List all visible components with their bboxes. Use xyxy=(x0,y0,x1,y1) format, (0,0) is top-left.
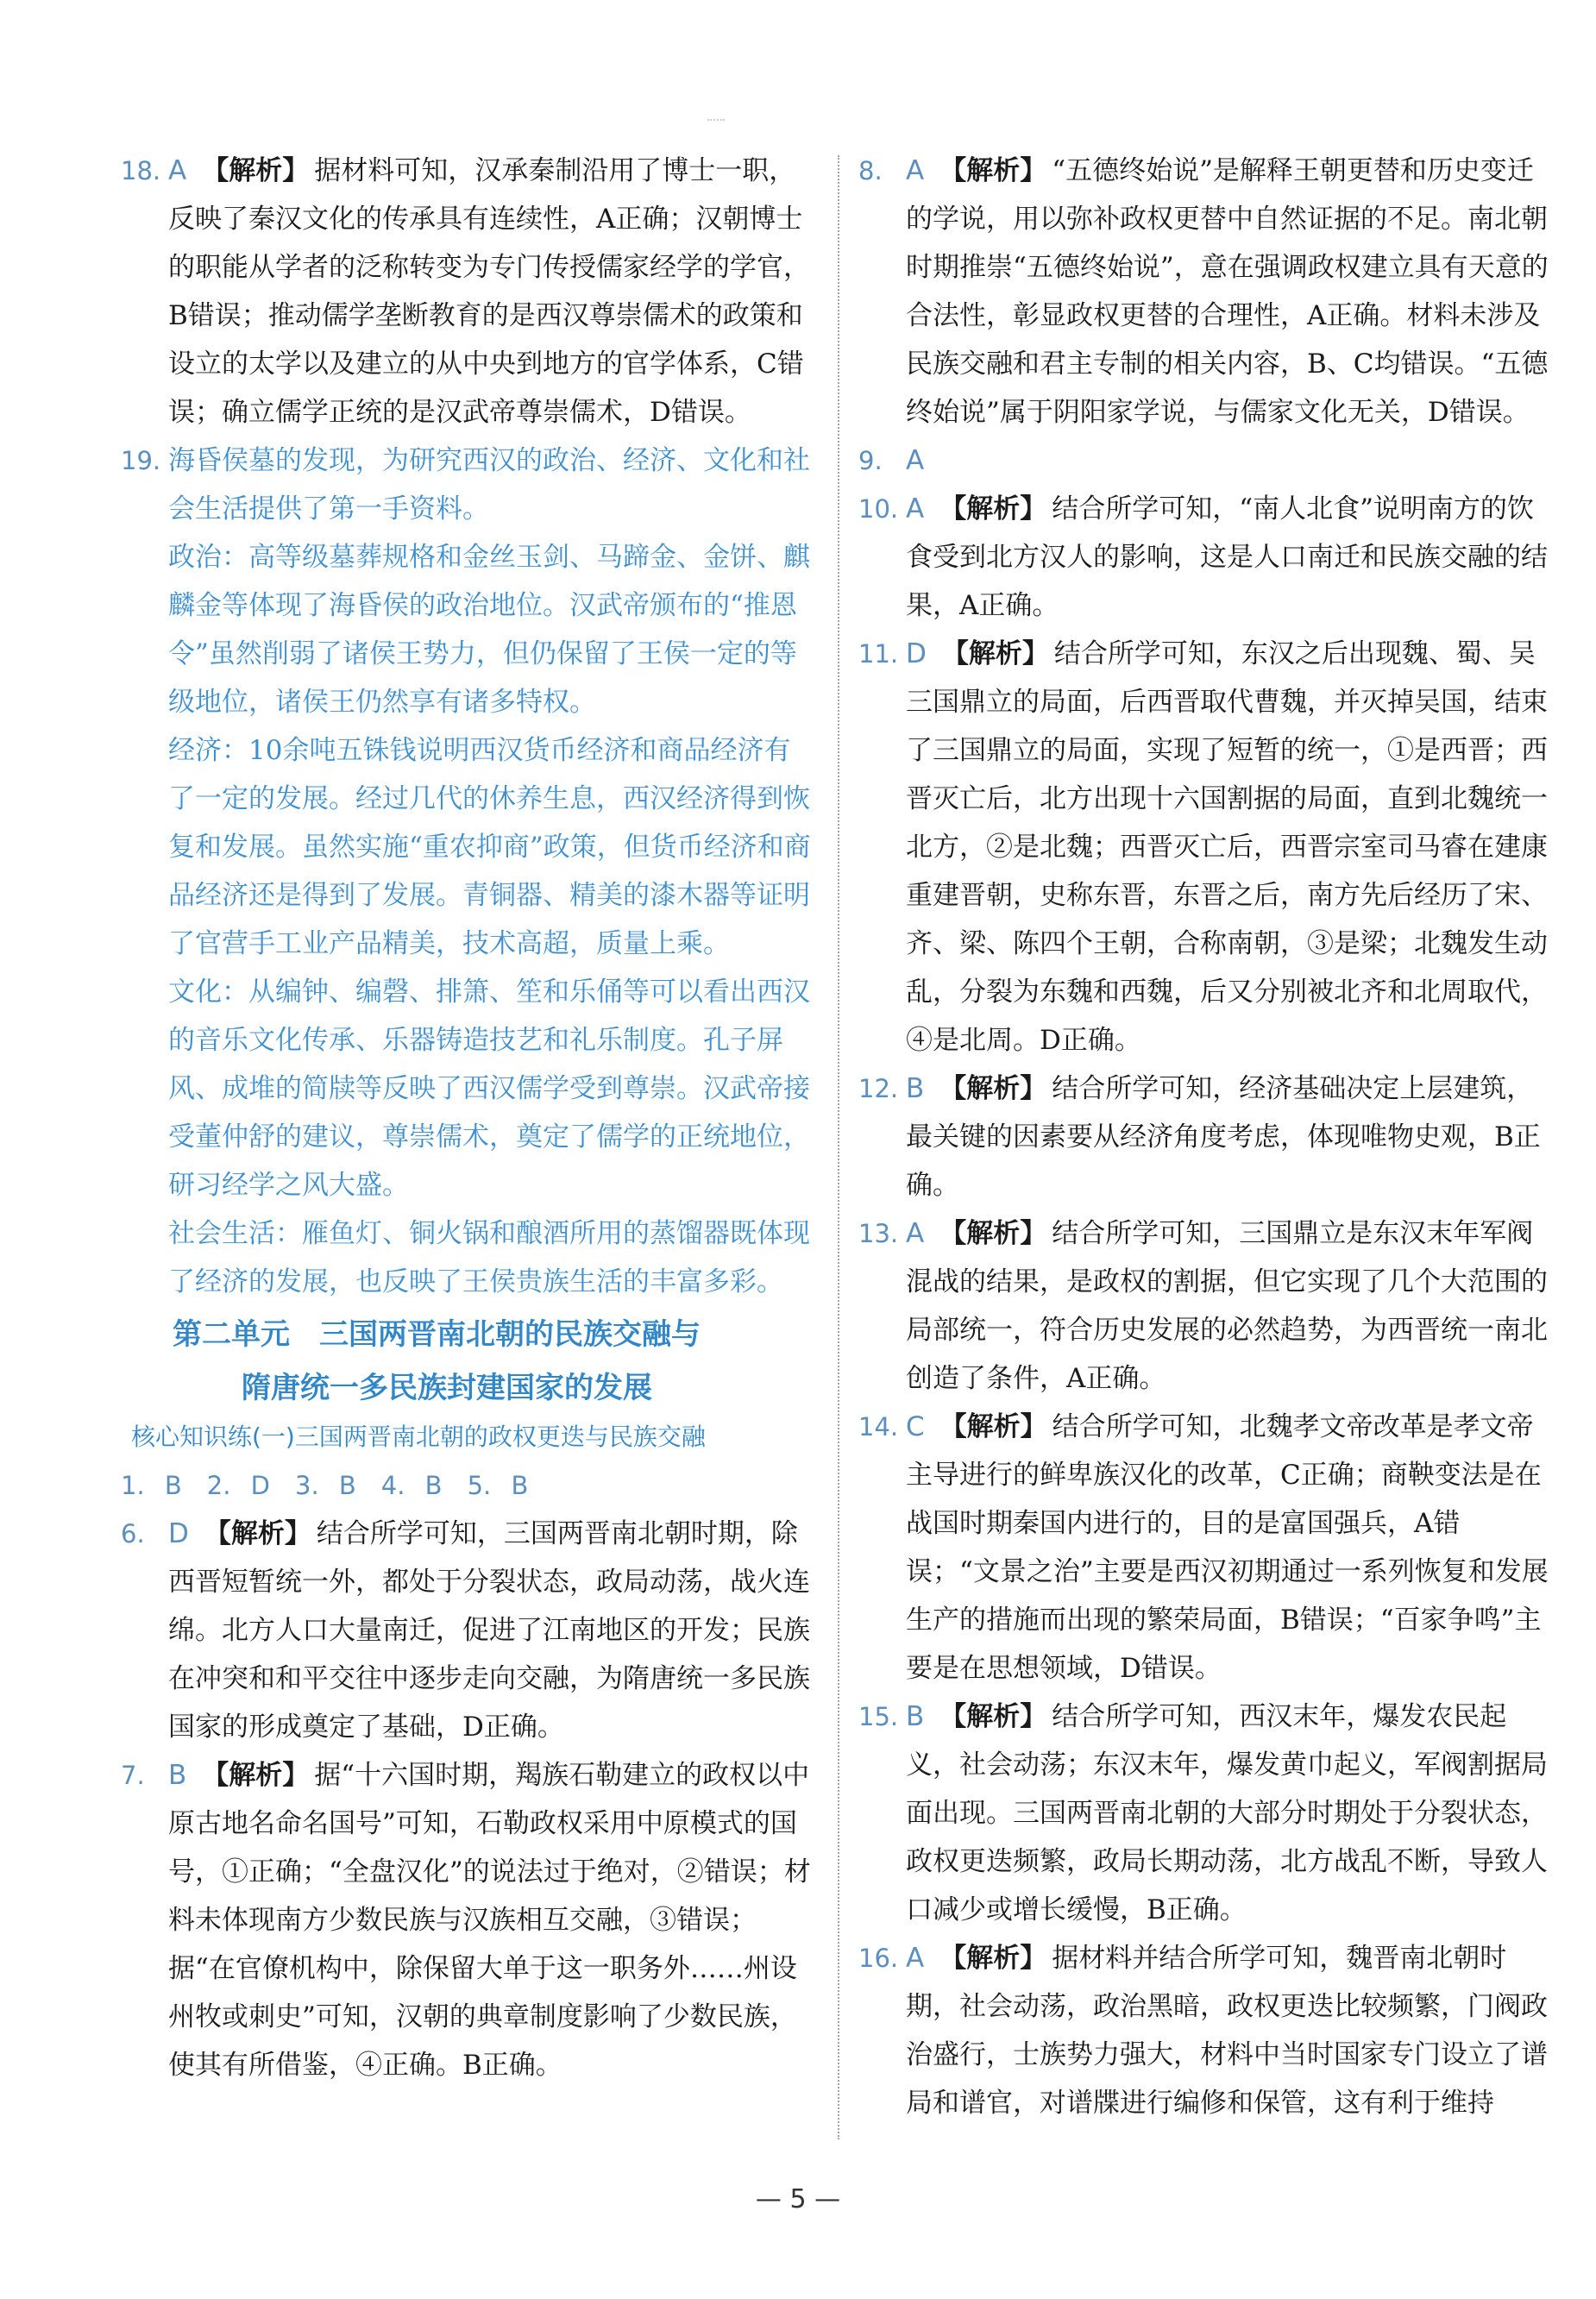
analysis-label: 【解析】 xyxy=(939,1073,1047,1104)
analysis-text: 结合所学可知，西汉末年，爆发农民起义，社会动荡；东汉末年，爆发黄巾起义，军阀割据局面出现。三国两晋南北朝的大部分时期处于分裂状态，政权更迭频繁，政局长期动荡，北方战乱不断，导致人口减少或增长缓慢，B正确。 xyxy=(906,1701,1548,1925)
question-6 xyxy=(121,1510,815,1751)
analysis-label: 【解析】 xyxy=(939,1943,1047,1974)
quick-answers: 1. B 2. D 3. B 4. B 5. B xyxy=(121,1471,529,1500)
analysis-text: 结合所学可知，东汉之后出现魏、蜀、吴三国鼎立的局面，后西晋取代曹魏，并灭掉吴国，结束了三国鼎立的局面，实现了短暂的统一，①是西晋；西晋灭亡后，北方出现十六国割据的局面，直到北魏统一北方，②是北魏；西晋灭亡后，西晋宗室司马睿在建康重建晋朝，史称东晋，东晋之后，南方先后经历了宋、齐、梁、陈四个王朝，合称南朝，③是梁；北魏发生动乱，分裂为东魏和西魏，后又分别被北齐和北周取代，④是北周。D正确。 xyxy=(906,638,1548,1056)
analysis-label: 【解析】 xyxy=(204,1518,311,1549)
answer-letter: A xyxy=(168,155,187,186)
question-number: 14. xyxy=(858,1412,899,1442)
analysis-label: 【解析】 xyxy=(939,493,1047,524)
analysis-text: 据材料并结合所学可知，魏晋南北朝时期，社会动荡，政治黑暗，政权更迭比较频繁，门阀政治盛行，士族势力强大，材料中当时国家专门设立了谱局和谱官，对谱牒进行编修和保管，这有利于维持 xyxy=(906,1943,1548,2119)
answer-letter: A xyxy=(906,1218,925,1249)
analysis-label: 【解析】 xyxy=(202,1760,310,1791)
question-14 xyxy=(858,1403,1553,1693)
analysis-text: 据“十六国时期，羯族石勒建立的政权以中原古地名命名国号”可知，石勒政权采用中原模式的国号，①正确；“全盘汉化”的说法过于绝对，②错误；材料未体现南方少数民族与汉族相互交融，③错误；据“在官僚机构中，除保留大单于这一职务外……州设州牧或刺史”可知，汉朝的典章制度影响了少数民族，使其有所借鉴，④正确。B正确。 xyxy=(168,1760,811,2081)
question-9 xyxy=(858,437,1553,485)
question-number: 6. xyxy=(121,1519,145,1548)
answer-letter: A xyxy=(906,493,925,524)
analysis-label: 【解析】 xyxy=(202,155,310,186)
question-number: 11. xyxy=(858,639,899,669)
question-11 xyxy=(858,630,1553,1065)
answer-society: 社会生活：雁鱼灯、铜火锅和酿酒所用的蒸馏器既体现了经济的发展，也反映了王侯贵族生活的丰富多彩。 xyxy=(168,1218,810,1297)
page-number: — 5 — xyxy=(755,2184,841,2214)
analysis-label: 【解析】 xyxy=(939,155,1047,186)
analysis-text: “五德终始说”是解释王朝更替和历史变迁的学说，用以弥补政权更替中自然证据的不足。南北朝时期推崇“五德终始说”，意在强调政权建立具有天意的合法性，彰显政权更替的合理性，A正确。材料未涉及民族交融和君主专制的相关内容，B、C均错误。“五德终始说”属于阴阳家学说，与儒家文化无关，D错误。 xyxy=(906,155,1549,428)
left-column xyxy=(121,147,815,2089)
analysis-label: 【解析】 xyxy=(939,1411,1047,1442)
analysis-text: 据材料可知，汉承秦制沿用了博士一职，反映了秦汉文化的传承具有连续性，A正确；汉朝博士的职能从学者的泛称转变为专门传授儒家经学的学官，B错误；推动儒学垄断教育的是西汉尊崇儒术的政策和设立的太学以及建立的从中央到地方的官学体系，C错误；确立儒学正统的是汉武帝尊崇儒术，D错误。 xyxy=(168,155,810,428)
answer-culture: 文化：从编钟、编磬、排箫、笙和乐俑等可以看出西汉的音乐文化传承、乐器铸造技艺和礼乐制度。孔子屏风、成堆的简牍等反映了西汉儒学受到尊崇。汉武帝接受董仲舒的建议，尊崇儒术，奠定了儒学的正统地位，研习经学之风大盛。 xyxy=(168,977,810,1201)
answer-letter: C xyxy=(906,1411,925,1442)
question-16 xyxy=(858,1934,1553,2127)
question-number: 18. xyxy=(121,156,161,185)
unit-title-line-2: 隋唐统一多民族封建国家的发展 xyxy=(242,1371,652,1405)
question-12 xyxy=(858,1065,1553,1209)
question-number: 15. xyxy=(858,1702,899,1731)
analysis-label: 【解析】 xyxy=(939,1701,1047,1732)
answer-letter: A xyxy=(906,1943,925,1974)
header-dots xyxy=(707,119,725,122)
right-column xyxy=(858,147,1553,2127)
unit-title-line-1: 第二单元 三国两晋南北朝的民族交融与 xyxy=(173,1317,701,1352)
answer-letter: D xyxy=(906,638,927,669)
analysis-label: 【解析】 xyxy=(941,638,1049,669)
question-8 xyxy=(858,147,1553,437)
question-10 xyxy=(858,485,1553,630)
question-7 xyxy=(121,1751,815,2089)
question-13 xyxy=(858,1209,1553,1403)
answer-letter: B xyxy=(168,1760,187,1791)
analysis-text: 结合所学可知，北魏孝文帝改革是孝文帝主导进行的鲜卑族汉化的改革，C正确；商鞅变法是在战国时期秦国内进行的，目的是富国强兵，A错误；“文景之治”主要是西汉初期通过一系列恢复和发展生产的措施而出现的繁荣局面，B错误；“百家争鸣”主要是在思想领域，D错误。 xyxy=(906,1411,1549,1684)
analysis-text: 结合所学可知，三国两晋南北朝时期，除西晋短暂统一外，都处于分裂状态，政局动荡，战火连绵。北方人口大量南迁，促进了江南地区的开发；民族在冲突和和平交往中逐步走向交融，为隋唐统一多民族国家的形成奠定了基础，D正确。 xyxy=(168,1518,810,1743)
answer-economy: 经济：10余吨五铢钱说明西汉货币经济和商品经济有了一定的发展。经过几代的休养生息，西汉经济得到恢复和发展。虽然实施“重农抑商”政策，但货币经济和商品经济还是得到了发展。青铜器、精美的漆木器等证明了官营手工业产品精美，技术高超，质量上乘。 xyxy=(168,735,811,959)
answer-intro: 海昏侯墓的发现，为研究西汉的政治、经济、文化和社会生活提供了第一手资料。 xyxy=(168,445,810,524)
question-19 xyxy=(121,437,815,1306)
question-18 xyxy=(121,147,815,437)
answer-letter: A xyxy=(906,155,925,186)
section-title: 核心知识练(一)三国两晋南北朝的政权更迭与民族交融 xyxy=(131,1423,706,1451)
question-number: 19. xyxy=(121,446,161,475)
answer-letter: A xyxy=(906,445,925,476)
analysis-label: 【解析】 xyxy=(939,1218,1047,1249)
answer-letter: B xyxy=(906,1701,925,1732)
question-number: 10. xyxy=(858,494,899,524)
question-number: 16. xyxy=(858,1944,899,1973)
question-number: 13. xyxy=(858,1219,899,1248)
answer-letter: D xyxy=(168,1518,189,1549)
question-number: 7. xyxy=(121,1761,145,1790)
column-divider xyxy=(838,155,839,2139)
question-15 xyxy=(858,1693,1553,1934)
analysis-text: 结合所学可知，三国鼎立是东汉末年军阀混战的结果，是政权的割据，但它实现了几个大范围的局部统一，符合历史发展的必然趋势，为西晋统一南北创造了条件，A正确。 xyxy=(906,1218,1548,1394)
question-number: 9. xyxy=(858,446,883,475)
answer-politics: 政治：高等级墓葬规格和金丝玉剑、马蹄金、金饼、麒麟金等体现了海昏侯的政治地位。汉武帝颁布的“推恩令”虽然削弱了诸侯王势力，但仍保留了王侯一定的等级地位，诸侯王仍然享有诸多特权。 xyxy=(168,542,810,718)
analysis-text: 结合所学可知，“南人北食”说明南方的饮食受到北方汉人的影响，这是人口南迁和民族交融的结果，A正确。 xyxy=(906,493,1548,621)
question-number: 12. xyxy=(858,1074,899,1103)
analysis-text: 结合所学可知，经济基础决定上层建筑，最关键的因素要从经济角度考虑，体现唯物史观，B正确。 xyxy=(906,1073,1541,1201)
answer-letter: B xyxy=(906,1073,925,1104)
question-number: 8. xyxy=(858,156,883,185)
